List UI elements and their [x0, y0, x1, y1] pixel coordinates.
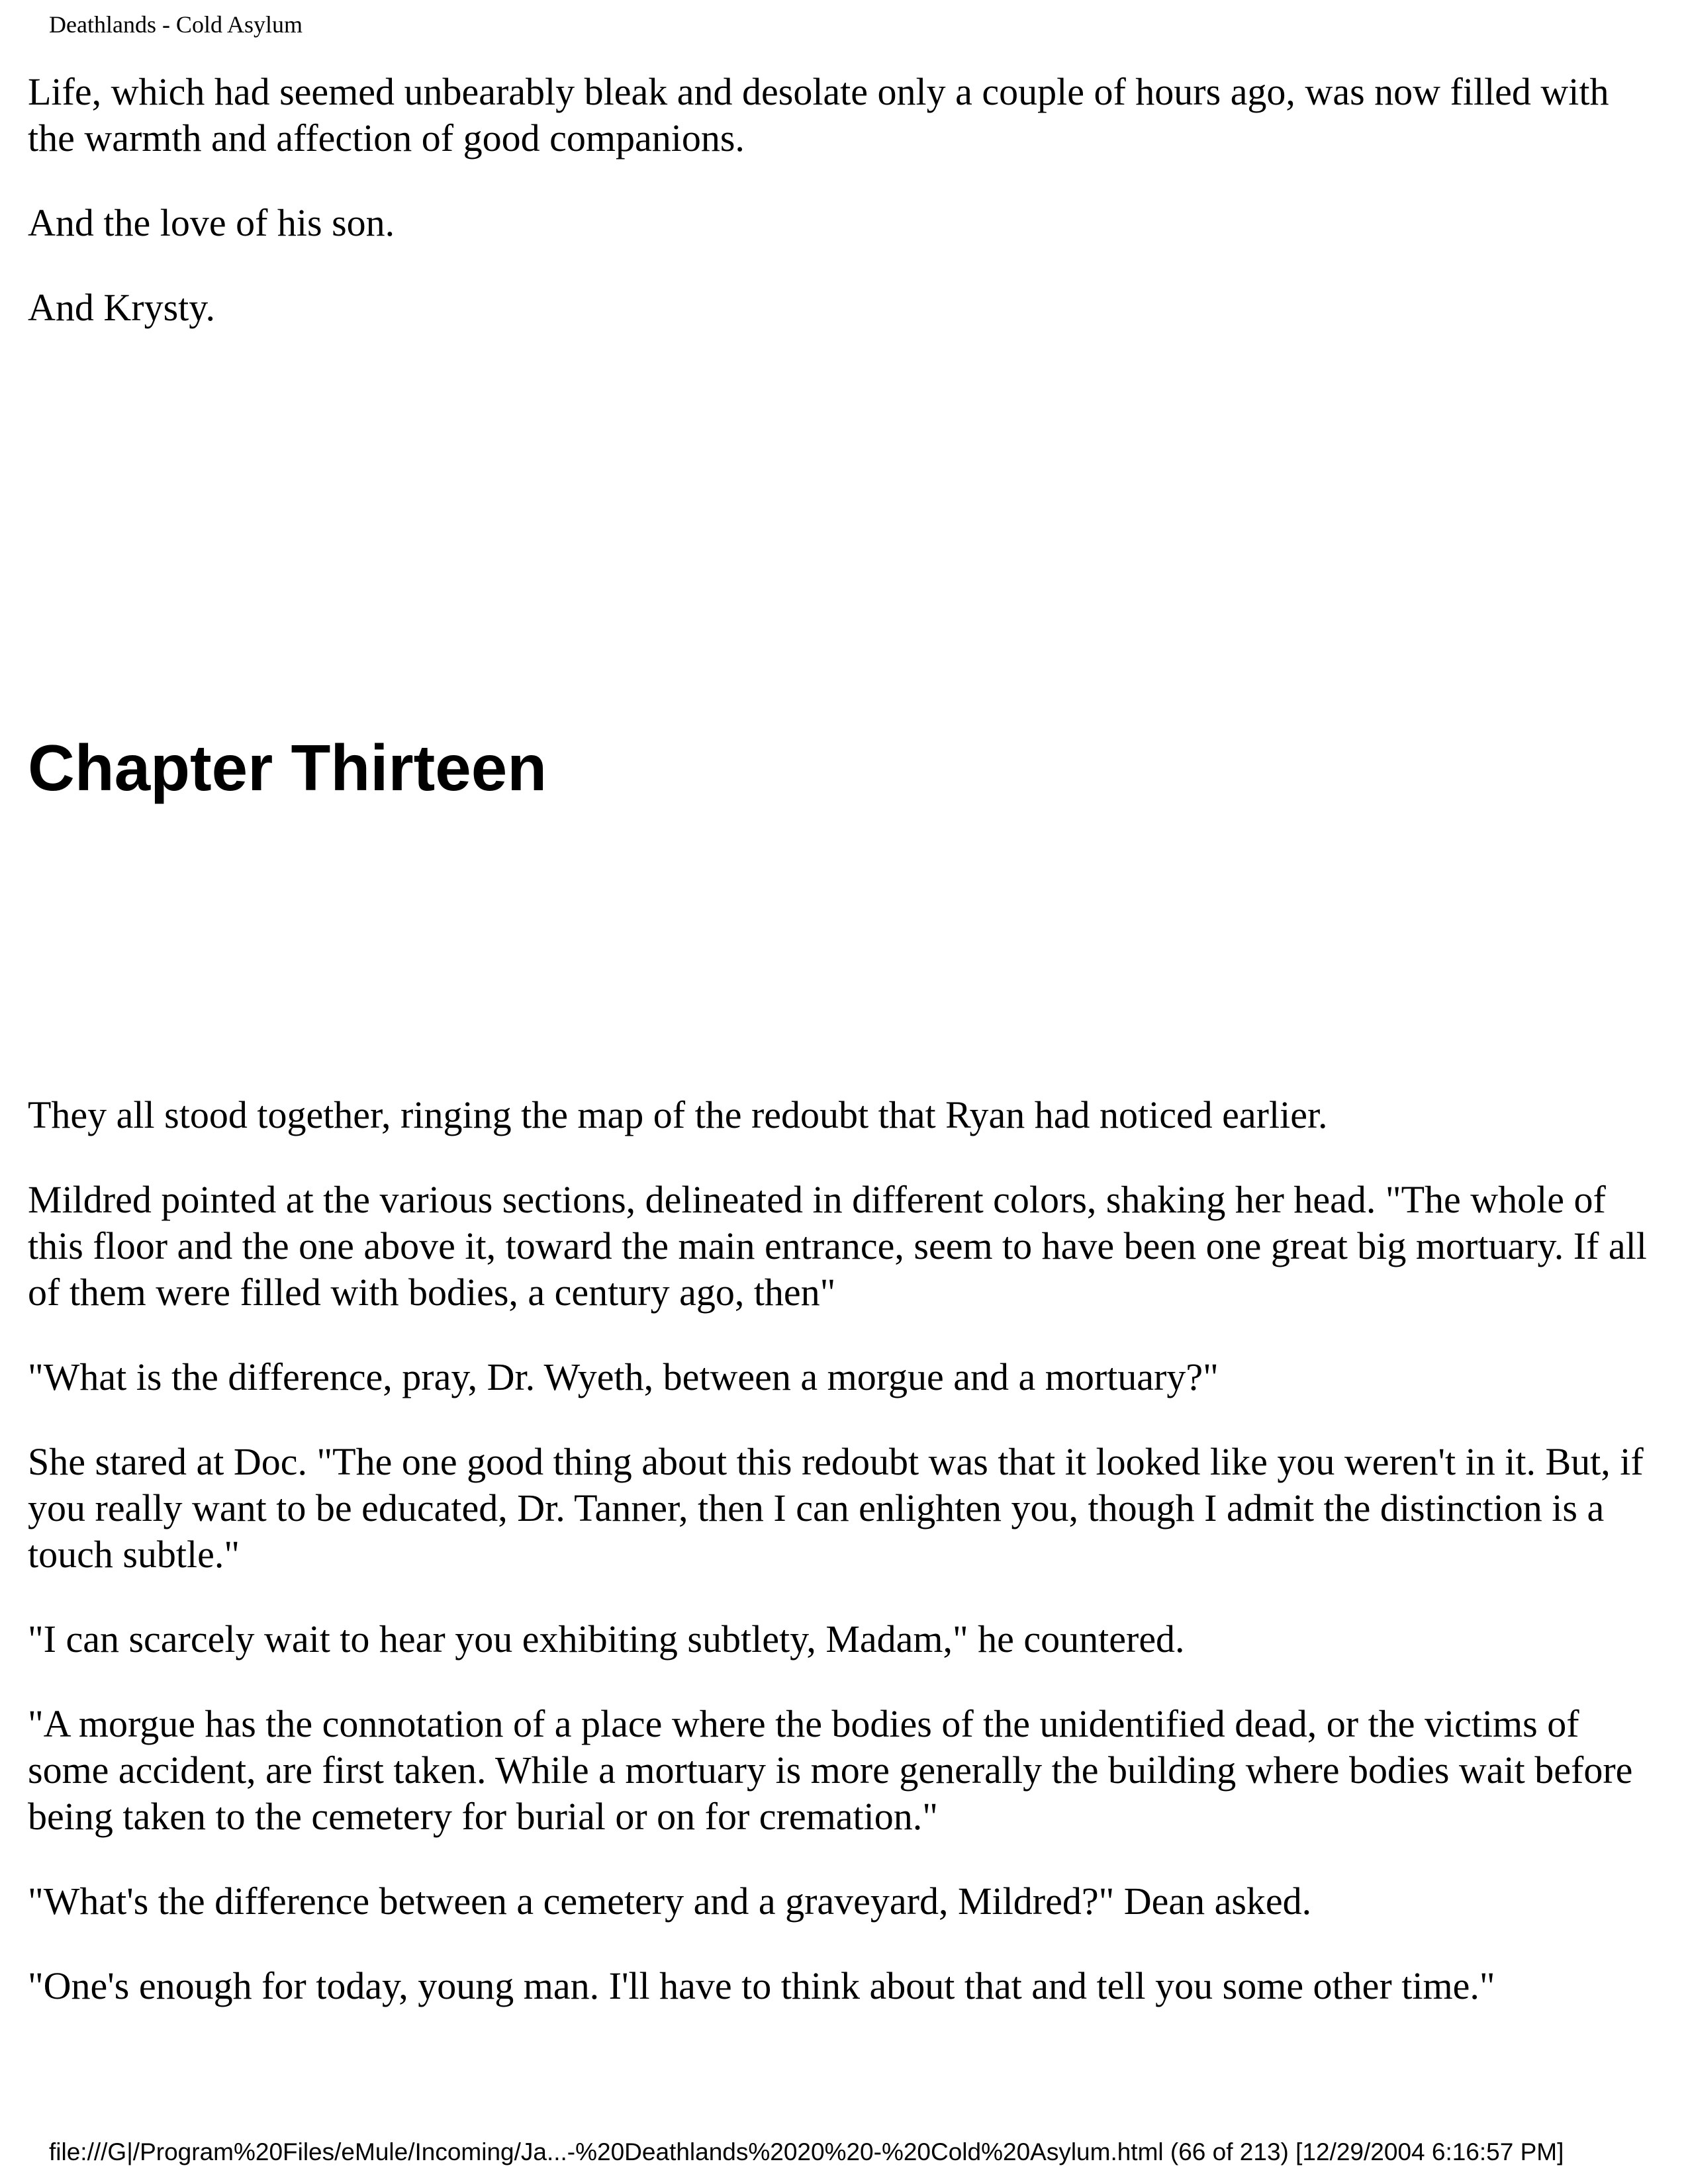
paragraph: And Krysty.	[28, 286, 216, 329]
paragraph: She stared at Doc. "The one good thing about this redoubt was that it looked like you weren't in it. But, if you really want to be educated, Dr. Tanner, then I can enlighten you, though I admit the distinction is a touch subtle."	[28, 1440, 1644, 1576]
paragraph: They all stood together, ringing the map of the redoubt that Ryan had noticed earlier.	[28, 1093, 1328, 1136]
chapter-title: Chapter Thirteen	[28, 731, 547, 804]
paragraph: And the love of his son.	[28, 201, 395, 244]
paragraph: "A morgue has the connotation of a place where the bodies of the unidentified dead, or the victims of some accident, are first taken. While a mortuary is more generally the building where bodies wait before being taken to the cemetery for burial or on for cremation."	[28, 1702, 1633, 1838]
intro-text	[28, 69, 1660, 369]
paragraph: "What's the difference between a cemetery and a graveyard, Mildred?" Dean asked.	[28, 1880, 1312, 1923]
paragraph: Life, which had seemed unbearably bleak and desolate only a couple of hours ago, was now filled with the warmth and affection of good companions.	[28, 70, 1609, 159]
paragraph: "I can scarcely wait to hear you exhibiting subtlety, Madam," he countered.	[28, 1617, 1185, 1661]
paragraph: Mildred pointed at the various sections, delineated in different colors, shaking her head. "The whole of this floor and the one above it, toward the main entrance, seem to have been one great big mortuary. If all of them were filled with bodies, a century ago, then"	[28, 1178, 1647, 1314]
page-footer-path: file:///G|/Program%20Files/eMule/Incoming/Ja...-%20Deathlands%2020%20-%20Cold%20Asylum.html (66 of 213) [12/29/2004 6:16:57 PM]	[49, 2138, 1564, 2165]
paragraph: "One's enough for today, young man. I'll have to think about that and tell you some other time."	[28, 1964, 1495, 2007]
page-header-title: Deathlands - Cold Asylum	[49, 11, 303, 38]
paragraph: "What is the difference, pray, Dr. Wyeth, between a morgue and a mortuary?"	[28, 1355, 1219, 1398]
chapter-text	[28, 1092, 1660, 2048]
